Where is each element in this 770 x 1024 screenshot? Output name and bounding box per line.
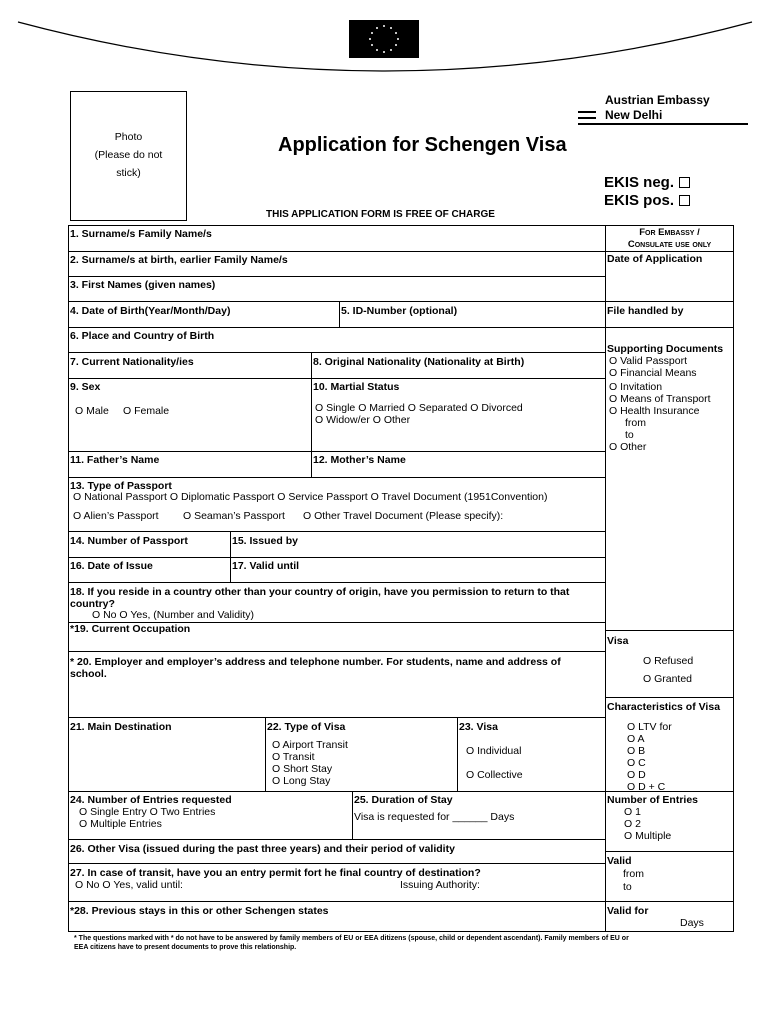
valid-for-days[interactable]: Days	[680, 917, 704, 929]
entries-options-2[interactable]: O Multiple Entries	[79, 818, 162, 830]
char-b[interactable]: O B	[627, 745, 646, 757]
col-line	[339, 301, 340, 327]
field-residence-permission: 18. If you reside in a country other than your country of origin, have you permission to return to that	[70, 586, 570, 598]
row-line	[68, 651, 605, 652]
embassy-underline	[578, 123, 748, 125]
ekis-pos-checkbox[interactable]	[679, 195, 690, 206]
form-border-top	[68, 225, 734, 226]
field-place-of-birth[interactable]: 6. Place and Country of Birth	[70, 330, 215, 342]
passport-type-other[interactable]: O Other Travel Document (Please specify):	[303, 510, 504, 522]
page-title: Application for Schengen Visa	[278, 134, 567, 156]
side-line	[605, 301, 733, 302]
ekis-pos-label: EKIS pos.	[604, 192, 675, 209]
side-file-handled-by: File handled by	[607, 305, 684, 317]
field-employer[interactable]: * 20. Employer and employer’s address and telephone number. For students, name and address of	[70, 656, 561, 668]
field-number-of-entries: 24. Number of Entries requested	[70, 794, 232, 806]
char-ltv[interactable]: O LTV for	[627, 721, 672, 733]
row-line	[68, 582, 605, 583]
row-line	[68, 378, 605, 379]
char-d[interactable]: O D	[627, 769, 646, 781]
row-line	[68, 839, 605, 840]
field-current-nationality[interactable]: 7. Current Nationality/ies	[70, 356, 194, 368]
passport-type-options-1[interactable]: O National Passport O Diplomatic Passport O Service Passport O Travel Document (1951Convention)	[73, 491, 548, 503]
row-line	[68, 477, 605, 478]
passport-type-alien[interactable]: O Alien’s Passport	[73, 510, 159, 522]
row-line	[68, 557, 605, 558]
field-type-of-visa: 22. Type of Visa	[267, 721, 346, 733]
field-transit-permit: 27. In case of transit, have you an entry permit fort he final country of destination?	[70, 867, 481, 879]
field-visa: 23. Visa	[459, 721, 498, 733]
field-original-nationality[interactable]: 8. Original Nationality (Nationality at Birth)	[313, 356, 525, 368]
doc-invitation[interactable]: O Invitation	[609, 381, 663, 393]
embassy-name: Austrian Embassy	[605, 93, 710, 107]
embassy-city: New Delhi	[605, 108, 663, 122]
side-number-of-entries: Number of Entries	[607, 794, 699, 806]
field-other-visa[interactable]: 26. Other Visa (issued during the past three years) and their period of validity	[70, 843, 455, 855]
side-divider	[605, 225, 606, 932]
side-visa: Visa	[607, 635, 629, 647]
issuing-authority[interactable]: Issuing Authority:	[400, 879, 480, 891]
row-line	[68, 901, 605, 902]
field-first-names[interactable]: 3. First Names (given names)	[70, 279, 216, 291]
col-line	[230, 531, 231, 582]
entries-2[interactable]: O 2	[624, 818, 641, 830]
ekis-pos	[604, 192, 690, 209]
row-line	[68, 276, 605, 277]
doc-health-to: to	[625, 429, 634, 441]
char-d-c[interactable]: O D + C	[627, 781, 666, 793]
field-previous-stays[interactable]: *28. Previous stays in this or other Schengen states	[70, 905, 329, 917]
entries-options-1[interactable]: O Single Entry O Two Entries	[79, 806, 216, 818]
photo-note-2: stick)	[116, 167, 141, 179]
field-duration-of-stay: 25. Duration of Stay	[354, 794, 453, 806]
valid-to[interactable]: to	[623, 881, 632, 893]
embassy-mark	[578, 111, 596, 113]
doc-financial-means[interactable]: O Financial Means	[609, 367, 697, 379]
col-line	[352, 791, 353, 839]
field-current-occupation[interactable]: *19. Current Occupation	[70, 623, 191, 635]
field-sex: 9. Sex	[70, 381, 101, 393]
field-marital-status: 10. Martial Status	[313, 381, 400, 393]
row-line	[68, 863, 605, 864]
entries-multiple[interactable]: O Multiple	[624, 830, 672, 842]
doc-health-from: from	[625, 417, 646, 429]
side-header-1: For Embassy /	[639, 227, 700, 238]
visa-granted[interactable]: O Granted	[643, 673, 693, 685]
side-line	[605, 791, 733, 792]
visa-type-long-stay[interactable]: O Long Stay	[272, 775, 331, 787]
field-fathers-name[interactable]: 11. Father’s Name	[70, 454, 160, 466]
field-valid-until[interactable]: 17. Valid until	[232, 560, 300, 572]
doc-valid-passport[interactable]: O Valid Passport	[609, 355, 688, 367]
side-line	[605, 697, 733, 698]
field-residence-permission-2: country?	[70, 598, 115, 610]
row-line	[68, 251, 605, 252]
entries-1[interactable]: O 1	[624, 806, 641, 818]
visa-collective[interactable]: O Collective	[466, 769, 523, 781]
char-c[interactable]: O C	[627, 757, 646, 769]
form-border-bottom	[68, 931, 734, 932]
ekis-neg	[604, 174, 690, 191]
visa-type-airport-transit[interactable]: O Airport Transit	[272, 739, 348, 751]
visa-type-short-stay[interactable]: O Short Stay	[272, 763, 333, 775]
duration-days-input[interactable]: Visa is requested for ______ Days	[354, 811, 515, 823]
passport-type-seaman[interactable]: O Seaman’s Passport	[183, 510, 285, 522]
row-line	[68, 352, 605, 353]
ekis-neg-checkbox[interactable]	[679, 177, 690, 188]
embassy-mark	[578, 117, 596, 119]
free-of-charge-notice: THIS APPLICATION FORM IS FREE OF CHARGE	[266, 209, 495, 220]
char-a[interactable]: O A	[627, 733, 645, 745]
side-valid: Valid	[607, 855, 632, 867]
field-passport-number[interactable]: 14. Number of Passport	[70, 535, 188, 547]
field-issued-by[interactable]: 15. Issued by	[232, 535, 298, 547]
marital-status-options-1[interactable]: O Single O Married O Separated O Divorced	[315, 402, 523, 414]
side-line	[605, 630, 733, 631]
doc-means-of-transport[interactable]: O Means of Transport	[609, 393, 711, 405]
field-passport-type: 13. Type of Passport	[70, 480, 172, 492]
side-line	[605, 901, 733, 902]
valid-from[interactable]: from	[623, 868, 644, 880]
side-line	[605, 327, 733, 328]
side-line	[605, 251, 733, 252]
field-surname[interactable]: 1. Surname/s Family Name/s	[70, 228, 212, 240]
transit-permit-options[interactable]: O No O Yes, valid until:	[75, 879, 183, 891]
col-line	[457, 717, 458, 791]
visa-type-transit[interactable]: O Transit	[272, 751, 315, 763]
doc-other[interactable]: O Other	[609, 441, 647, 453]
row-line	[68, 327, 605, 328]
field-employer-2: school.	[70, 668, 107, 680]
eu-stars-icon	[349, 20, 419, 58]
col-line	[265, 717, 266, 791]
form-border-left	[68, 225, 69, 932]
row-line	[68, 717, 605, 718]
field-main-destination[interactable]: 21. Main Destination	[70, 721, 172, 733]
side-date-of-application: Date of Application	[607, 253, 703, 265]
sex-female-radio[interactable]: O Female	[123, 405, 170, 417]
marital-status-options-2[interactable]: O Widow/er O Other	[315, 414, 411, 426]
field-mothers-name[interactable]: 12. Mother’s Name	[313, 454, 406, 466]
footnote-line-2: EEA citizens have to present documents to prove this relationship.	[74, 944, 297, 951]
row-line	[68, 531, 605, 532]
photo-note-1: (Please do not	[94, 149, 163, 161]
visa-refused[interactable]: O Refused	[643, 655, 694, 667]
side-line	[605, 851, 733, 852]
footnote-line-1: * The questions marked with * do not have to be answered by family members of EU or EEA ditizens (spouse, child or dependent ascendant). Family members of EU or	[74, 935, 629, 942]
field-surname-at-birth[interactable]: 2. Surname/s at birth, earlier Family Name/s	[70, 254, 288, 266]
row-line	[68, 301, 605, 302]
visa-individual[interactable]: O Individual	[466, 745, 522, 757]
ekis-neg-label: EKIS neg.	[604, 174, 675, 191]
sex-male-radio[interactable]: O Male	[75, 405, 109, 417]
doc-health-insurance[interactable]: O Health Insurance	[609, 405, 700, 417]
side-supporting-documents: Supporting Documents	[607, 343, 724, 355]
row-line	[68, 451, 605, 452]
field-date-of-birth[interactable]: 4. Date of Birth(Year/Month/Day)	[70, 305, 231, 317]
row-line	[68, 791, 605, 792]
side-valid-for: Valid for	[607, 905, 649, 917]
form-border-right	[733, 225, 734, 932]
side-characteristics: Characteristics of Visa	[607, 701, 721, 713]
residence-permission-options[interactable]: O No O Yes, (Number and Validity)	[92, 609, 255, 621]
field-id-number[interactable]: 5. ID-Number (optional)	[341, 305, 458, 317]
side-header-2: Consulate use only	[627, 239, 712, 250]
field-date-of-issue[interactable]: 16. Date of Issue	[70, 560, 153, 572]
photo-label: Photo	[114, 131, 143, 143]
col-line	[311, 352, 312, 477]
eu-flag-logo	[349, 20, 419, 58]
